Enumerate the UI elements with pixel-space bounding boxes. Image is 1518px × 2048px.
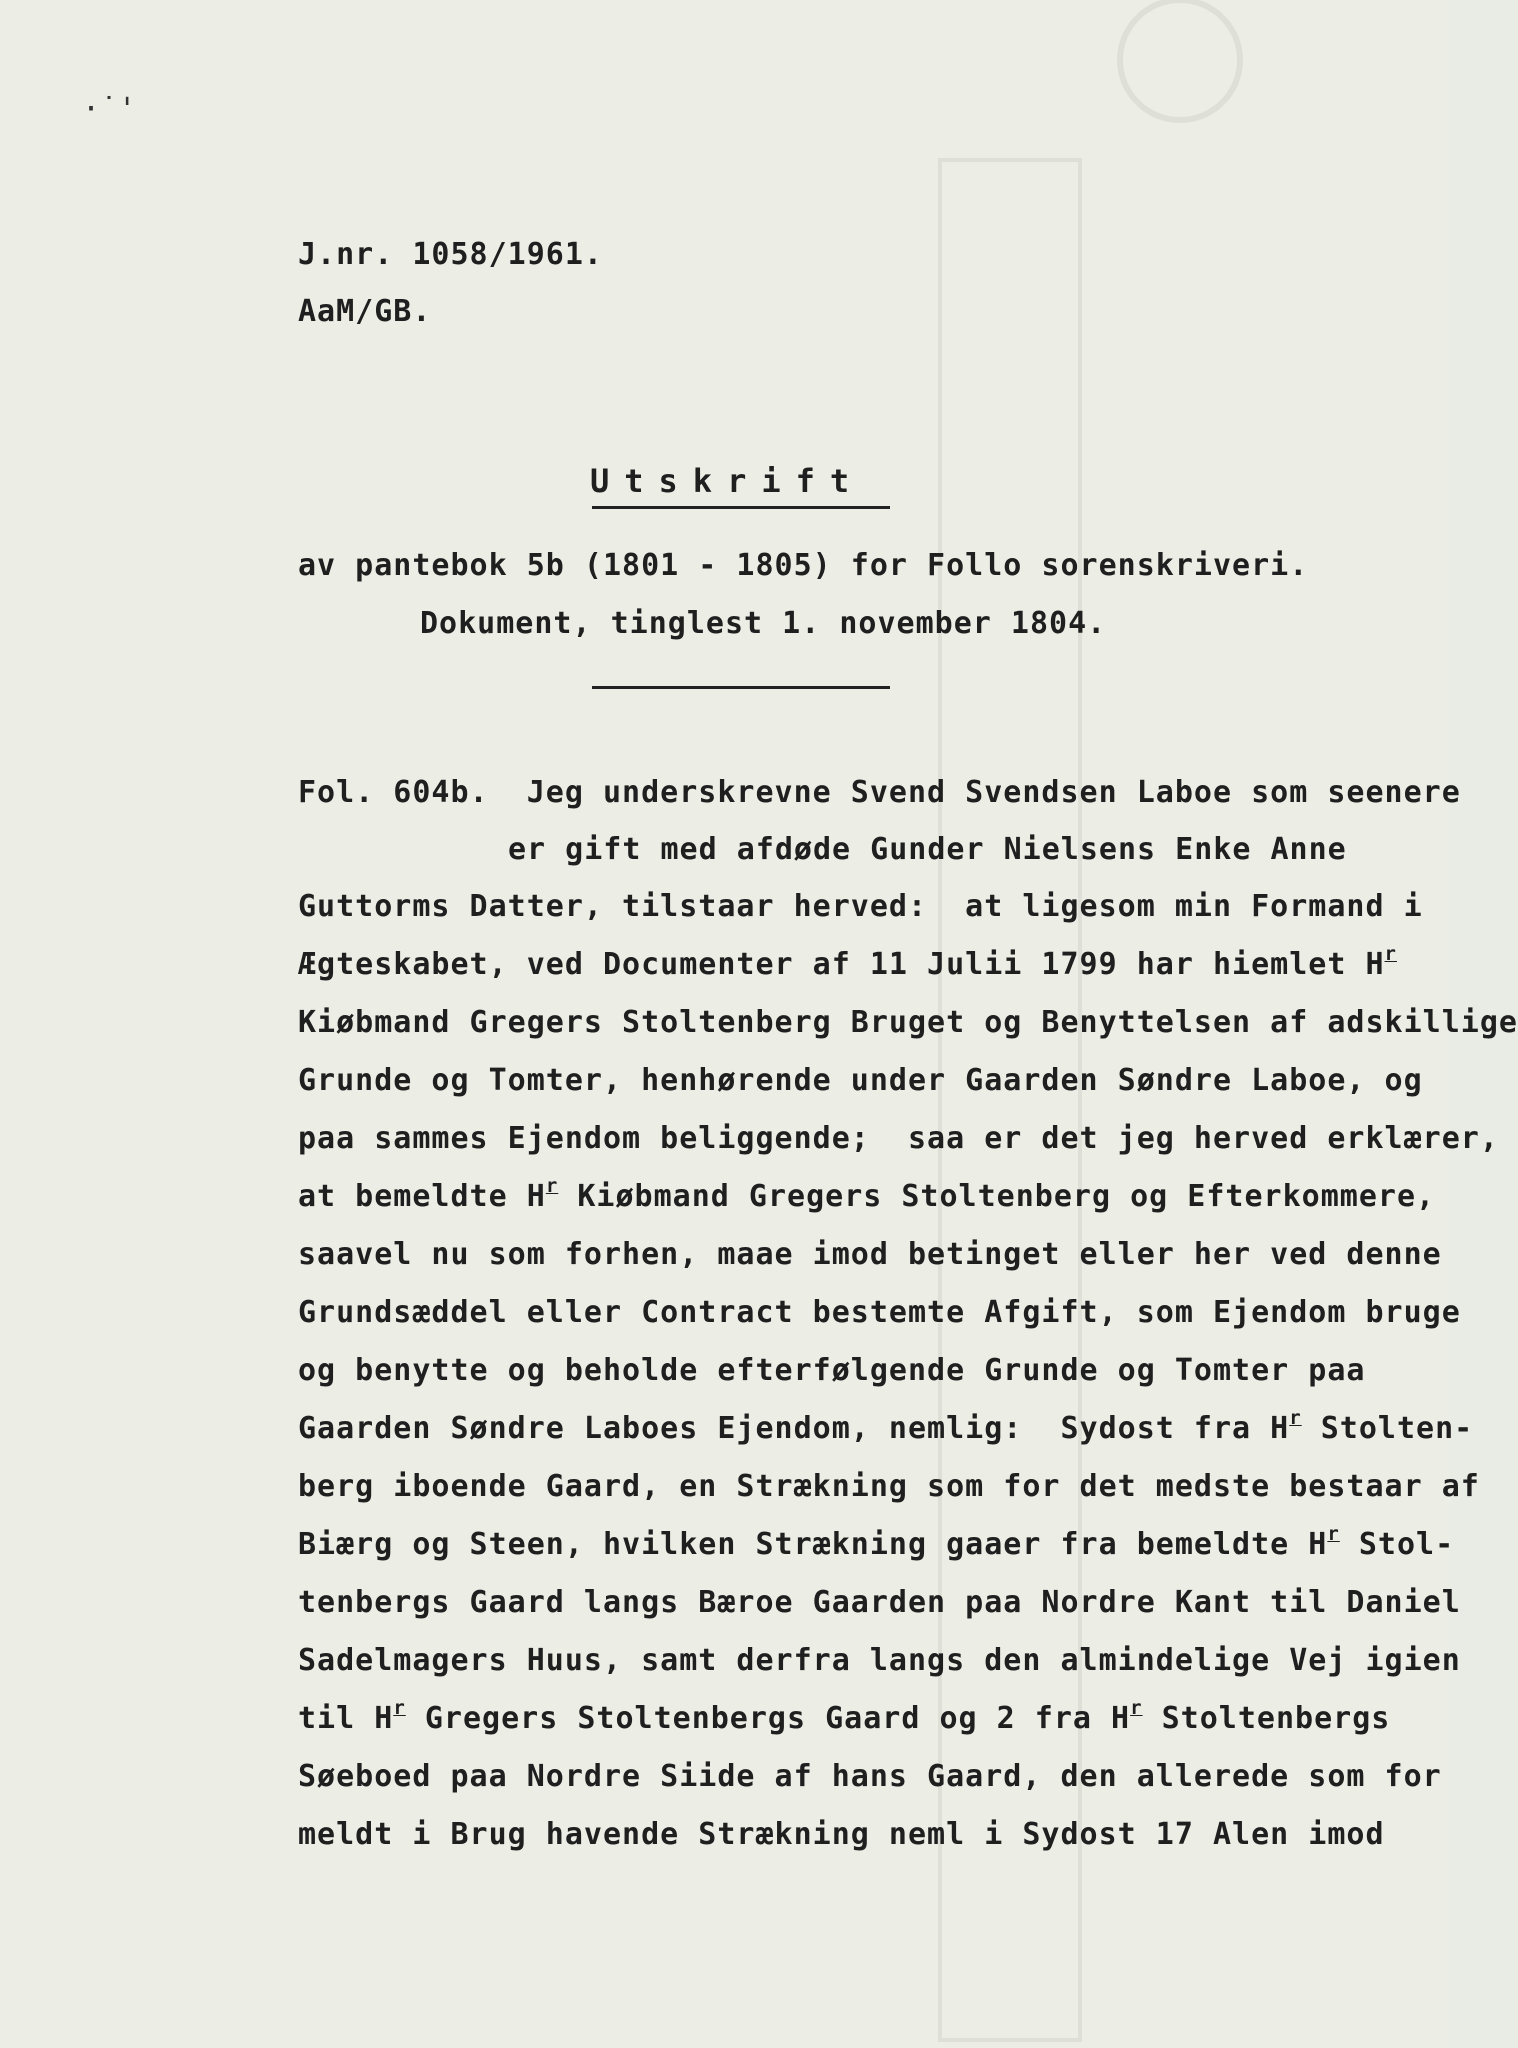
- title-underline: [592, 506, 890, 509]
- body-text: Biærg og Steen, hvilken Strækning gaaer fra bemeldte H: [298, 1527, 1328, 1562]
- superscript: r: [1130, 1697, 1143, 1719]
- body-text: Kiøbmand Gregers Stoltenberg Bruget og Benyttelsen af adskillige: [298, 1005, 1518, 1040]
- body-text: saavel nu som forhen, maae imod betinget eller her ved denne: [298, 1237, 1442, 1272]
- body-text: Gregers Stoltenbergs Gaard og 2 fra H: [405, 1701, 1131, 1736]
- body-text: berg iboende Gaard, en Strækning som for det medste bestaar af: [298, 1469, 1480, 1504]
- body-text: og benytte og beholde efterfølgende Grunde og Tomter paa: [298, 1353, 1366, 1388]
- body-text: Fol. 604b. Jeg underskrevne Svend Svendsen Laboe som seenere: [298, 775, 1461, 810]
- body-line: [298, 1237, 1442, 1272]
- body-text: at bemeldte H: [298, 1179, 546, 1214]
- body-line: [508, 832, 1347, 867]
- body-line: [298, 1817, 1385, 1852]
- body-text: Stoltenbergs: [1142, 1701, 1391, 1736]
- superscript: r: [1327, 1523, 1340, 1545]
- body-text: Ægteskabet, ved Documenter af 11 Julii 1799 har hiemlet H: [298, 947, 1385, 982]
- body-text: Grundsæddel eller Contract bestemte Afgift, som Ejendom bruge: [298, 1295, 1461, 1330]
- body-line: [298, 889, 1423, 924]
- document-title: Utskrift: [590, 462, 865, 500]
- subtitle-line-2: Dokument, tinglest 1. november 1804.: [420, 606, 1107, 641]
- initials: AaM/GB.: [298, 294, 432, 329]
- journal-number: J.nr. 1058/1961.: [298, 237, 603, 272]
- body-line: [298, 1643, 1461, 1678]
- body-text: tenbergs Gaard langs Bæroe Gaarden paa Nordre Kant til Daniel: [298, 1585, 1461, 1620]
- body-text: Sadelmagers Huus, samt derfra langs den almindelige Vej igien: [298, 1643, 1461, 1678]
- body-text: Gaarden Søndre Laboes Ejendom, nemlig: Sydost fra H: [298, 1411, 1290, 1446]
- body-text: er gift med afdøde Gunder Nielsens Enke Anne: [508, 832, 1347, 867]
- margin-marks: ·˙': [82, 92, 137, 127]
- body-line: [298, 1469, 1480, 1504]
- superscript: r: [1384, 943, 1397, 965]
- body-text: Grunde og Tomter, henhørende under Gaarden Søndre Laboe, og: [298, 1063, 1423, 1098]
- body-line: [298, 1523, 1455, 1562]
- body-line: [298, 943, 1397, 982]
- body-text: meldt i Brug havende Strækning neml i Sydost 17 Alen imod: [298, 1817, 1385, 1852]
- body-line: [298, 1295, 1461, 1330]
- subtitle-line-1: av pantebok 5b (1801 - 1805) for Follo sorenskriveri.: [298, 548, 1309, 583]
- body-line: [298, 1353, 1366, 1388]
- body-text: Stol-: [1339, 1527, 1455, 1562]
- body-line: [298, 1759, 1442, 1794]
- body-text: til H: [298, 1701, 394, 1736]
- body-line: [298, 1697, 1391, 1736]
- body-text: Guttorms Datter, tilstaar herved: at ligesom min Formand i: [298, 889, 1423, 924]
- superscript: r: [393, 1697, 406, 1719]
- superscript: r: [545, 1175, 559, 1197]
- section-divider: [592, 686, 890, 689]
- body-line: [298, 1585, 1461, 1620]
- body-line: [298, 1175, 1436, 1214]
- body-text: Søeboed paa Nordre Siide af hans Gaard, den allerede som for: [298, 1759, 1442, 1794]
- body-line: [298, 775, 1461, 810]
- body-text: Stolten-: [1301, 1411, 1474, 1446]
- body-line: [298, 1063, 1423, 1098]
- body-text: Kiøbmand Gregers Stoltenberg og Efterkommere,: [558, 1179, 1436, 1214]
- body-line: [298, 1407, 1474, 1446]
- body-line: [298, 1121, 1499, 1156]
- body-line: [298, 1005, 1518, 1040]
- body-text: paa sammes Ejendom beliggende; saa er det jeg herved erklærer,: [298, 1121, 1499, 1156]
- superscript: r: [1289, 1407, 1302, 1429]
